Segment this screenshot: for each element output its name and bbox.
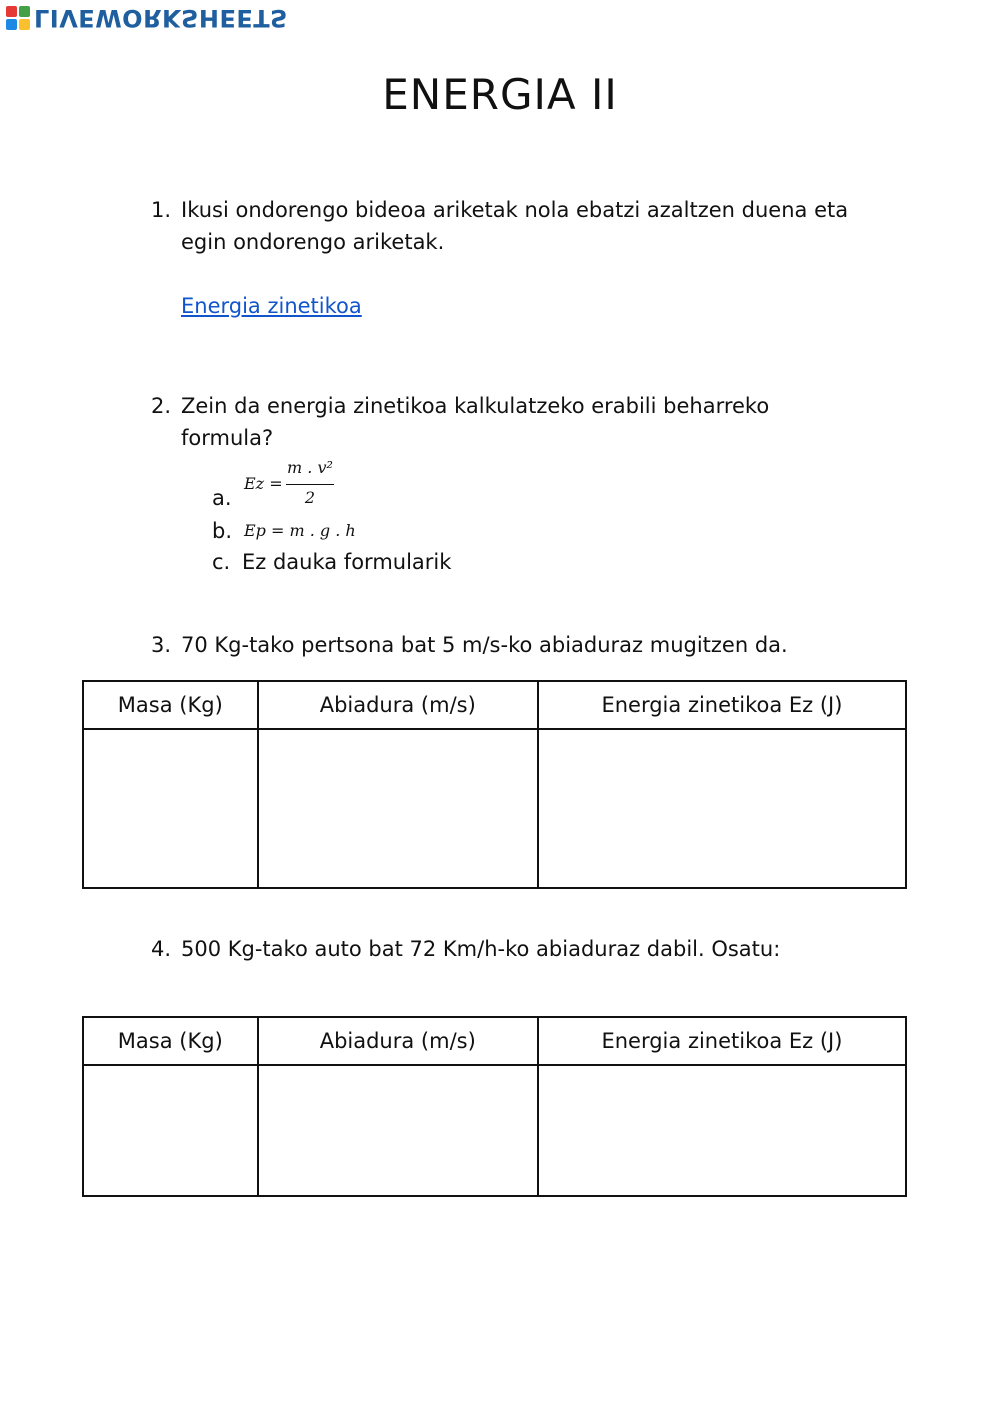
answer-cell-masa[interactable]: [83, 1065, 258, 1196]
answer-cell-abiadura[interactable]: [258, 1065, 538, 1196]
question-number: 2.: [151, 394, 172, 418]
question-text-line-2: formula?: [181, 426, 274, 450]
header-abiadura: Abiadura (m/s): [258, 681, 538, 729]
page-title: ENERGIA II: [382, 70, 618, 119]
option-c-letter[interactable]: c.: [212, 550, 231, 574]
header-masa: Masa (Kg): [83, 681, 258, 729]
header-energia: Energia zinetikoa Ez (J): [538, 1017, 906, 1065]
answer-cell-abiadura[interactable]: [258, 729, 538, 888]
fraction-bar: [286, 484, 334, 485]
formula-denominator: 2: [304, 488, 316, 507]
header-masa: Masa (Kg): [83, 1017, 258, 1065]
formula-lhs: Ez =: [244, 474, 283, 493]
option-b-formula[interactable]: Ep = m . g . h: [244, 521, 356, 540]
option-a-formula[interactable]: [244, 458, 354, 514]
question-number: 3.: [151, 633, 172, 657]
question-3: [151, 629, 911, 663]
table-answer-row: [83, 1065, 906, 1196]
table-header-row: [83, 681, 906, 729]
table-question-4: [82, 1016, 907, 1197]
answer-cell-energia[interactable]: [538, 729, 906, 888]
question-text-line-2: egin ondorengo ariketak.: [181, 230, 445, 254]
question-text: 70 Kg-tako pertsona bat 5 m/s-ko abiaduraz mugitzen da.: [181, 633, 788, 657]
table-header-row: [83, 1017, 906, 1065]
video-link[interactable]: Energia zinetikoa: [181, 294, 362, 318]
question-text-line-1: Ikusi ondorengo bideoa ariketak nola ebatzi azaltzen duena eta: [181, 198, 849, 222]
table-question-3: [82, 680, 907, 889]
logo-text: LIVEWORKSHEETS: [34, 4, 288, 32]
question-4: [151, 933, 911, 967]
question-1: [151, 194, 911, 264]
formula-numerator: m . v²: [287, 458, 333, 477]
answer-cell-masa[interactable]: [83, 729, 258, 888]
question-text-line-1: Zein da energia zinetikoa kalkulatzeko erabili beharreko: [181, 394, 770, 418]
option-c-text[interactable]: Ez dauka formularik: [242, 550, 452, 574]
site-logo: [6, 4, 288, 32]
question-number: 4.: [151, 937, 172, 961]
header-energia: Energia zinetikoa Ez (J): [538, 681, 906, 729]
question-number: 1.: [151, 198, 172, 222]
header-abiadura: Abiadura (m/s): [258, 1017, 538, 1065]
answer-cell-energia[interactable]: [538, 1065, 906, 1196]
logo-blocks-icon: [6, 6, 30, 30]
question-2: [151, 390, 911, 460]
option-b-letter[interactable]: b.: [212, 519, 233, 543]
table-answer-row: [83, 729, 906, 888]
question-text: 500 Kg-tako auto bat 72 Km/h-ko abiaduraz dabil. Osatu:: [181, 937, 781, 961]
option-a-letter[interactable]: a.: [212, 486, 232, 510]
